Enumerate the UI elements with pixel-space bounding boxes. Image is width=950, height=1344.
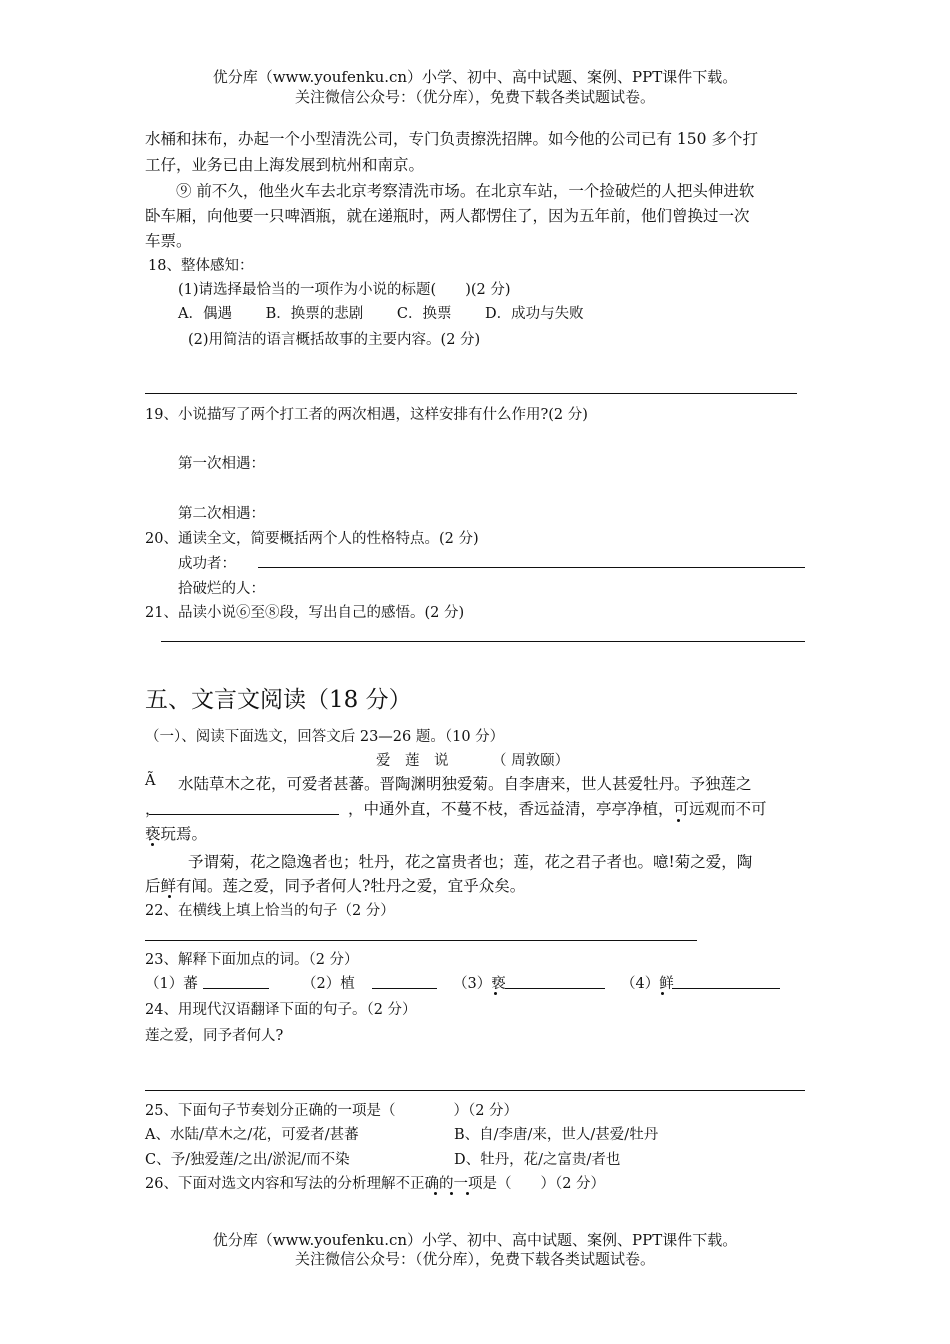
q18-sub2: (2)用简洁的语言概括故事的主要内容。(2 分) [188, 332, 481, 348]
q25-option-a: A、水陆/草木之/花，可爱者/甚蕃 [145, 1127, 359, 1143]
q18-answer-line[interactable] [145, 393, 797, 394]
q22-title: 22、在横线上填上恰当的句子（2 分） [145, 903, 395, 919]
q23-dot-3 [494, 992, 497, 995]
poem-p1-line2-a: ， [145, 800, 161, 818]
story-p2-line3: 车票。 [145, 232, 192, 250]
q23-item-2: （2）植 [302, 976, 355, 992]
poem-p1-line1: 水陆草木之花，可爱者甚蕃。晋陶渊明独爱菊。自李唐来，世人甚爱牡丹。予独莲之 [178, 775, 752, 793]
header-line-1: 优分库（www.youfenku.cn）小学、初中、高中试题、案例、PPT课件下载。 [212, 68, 738, 86]
poem-title: 爱 莲 说 [376, 753, 449, 769]
q23-item-4: （4）鲜 [621, 976, 674, 992]
q21-answer-line[interactable] [161, 641, 805, 642]
footer-line-1: 优分库（www.youfenku.cn）小学、初中、高中试题、案例、PPT课件下载。 [212, 1231, 738, 1249]
section5-intro: （一）、阅读下面选文，回答文后 23—26 题。（10 分） [145, 729, 505, 745]
emphasis-dot-xie [151, 843, 154, 846]
q20-a: 成功者： [178, 556, 236, 572]
q24-sentence: 莲之爱，同予者何人? [145, 1028, 284, 1044]
q18-title: 18、整体感知： [148, 258, 254, 274]
q24-answer-line[interactable] [145, 1090, 805, 1091]
q23-line-1[interactable] [203, 988, 269, 989]
q25-option-c: C、予/独爱莲/之出/淤泥/而不染 [145, 1152, 350, 1168]
q25-option-d: D、牡丹，花/之富贵/者也 [454, 1152, 621, 1168]
poem-p1-line3: 亵玩焉。 [145, 825, 208, 843]
q18-sub1: (1)请选择最恰当的一项作为小说的标题( )(2 分) [178, 282, 511, 298]
story-p2-line2: 卧车厢，向他要一只啤酒瓶，就在递瓶时，两人都愣住了，因为五年前，他们曾换过一次 [145, 207, 750, 225]
story-p2-line1: ⑨ 前不久，他坐火车去北京考察清洗市场。在北京车站，一个捡破烂的人把头伸进软 [176, 182, 755, 200]
footer-line-2: 关注微信公众号：（优分库），免费下载各类试题试卷。 [294, 1250, 655, 1268]
q23-item-1: （1）蕃 [145, 976, 198, 992]
emphasis-dot-xian [168, 895, 171, 898]
story-p1-line2: 工仔，业务已由上海发展到杭州和南京。 [145, 156, 425, 174]
q21-title: 21、品读小说⑥至⑧段，写出自己的感悟。(2 分) [145, 605, 465, 621]
q26-title: 26、下面对选文内容和写法的分析理解不正确的一项是（ ）（2 分） [145, 1176, 606, 1192]
q23-line-3[interactable] [505, 988, 605, 989]
q19-title: 19、小说描写了两个打工者的两次相遇，这样安排有什么作用?(2 分) [145, 407, 588, 423]
poem-p1-line2-b: ，中通外直，不蔓不枝，香远益清，亭亭净植，可远观而不可 [348, 800, 767, 818]
poem-p2-line2: 后鲜有闻。莲之爱，同予者何人?牡丹之爱，宜乎众矣。 [145, 877, 526, 895]
q25-title: 25、下面句子节奏划分正确的一项是（ ）（2 分） [145, 1103, 519, 1119]
q19-first: 第一次相遇： [178, 456, 265, 472]
q25-option-b: B、自/李唐/来，世人/甚爱/牡丹 [454, 1127, 659, 1143]
q23-line-2[interactable] [372, 988, 437, 989]
q18-options: A．偶遇 B．换票的悲剧 C．换票 D．成功与失败 [178, 306, 584, 322]
emphasis-dot-zhi [677, 819, 680, 822]
header-line-2: 关注微信公众号：（优分库），免费下载各类试题试卷。 [294, 88, 655, 106]
q26-dot-2 [450, 1192, 453, 1195]
para-marker: Ã [145, 773, 156, 789]
q24-title: 24、用现代汉语翻译下面的句子。（2 分） [145, 1002, 417, 1018]
q23-line-4[interactable] [672, 988, 780, 989]
section5-heading: 五、文言文阅读（18 分） [145, 687, 412, 713]
q26-dot-1 [434, 1192, 437, 1195]
q26-dot-3 [466, 1192, 469, 1195]
poem-author: （ 周敦颐） [492, 753, 570, 769]
poem-blank-line[interactable] [149, 814, 339, 815]
story-p1-line1: 水桶和抹布，办起一个小型清洗公司，专门负责擦洗招牌。如今他的公司已有 150 多个打 [145, 130, 758, 148]
q20-a-line[interactable] [258, 567, 805, 568]
poem-p2-line1: 予谓菊，花之隐逸者也；牡丹，花之富贵者也；莲，花之君子者也。噫!菊之爱，陶 [188, 853, 753, 871]
q20-b: 拾破烂的人： [178, 581, 265, 597]
q23-dot-4 [661, 992, 664, 995]
q20-title: 20、通读全文，简要概括两个人的性格特点。(2 分) [145, 531, 479, 547]
q22-answer-line[interactable] [145, 940, 697, 941]
q19-second: 第二次相遇： [178, 506, 265, 522]
q23-item-3: （3）亵 [453, 976, 506, 992]
q23-title: 23、解释下面加点的词。（2 分） [145, 952, 359, 968]
